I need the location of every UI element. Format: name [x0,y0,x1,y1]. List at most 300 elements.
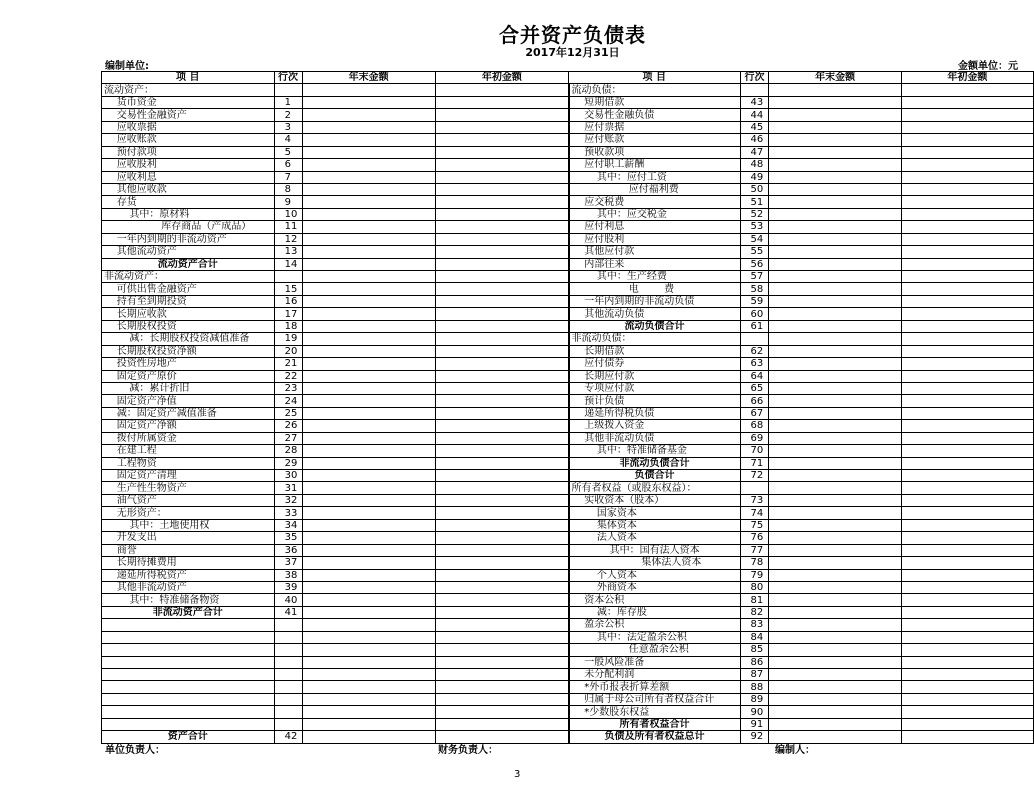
liability-item-cell: 其中：生产经费 [569,271,741,283]
liability-row-number-cell: 70 [740,445,769,457]
liability-item-cell: 其中：特准储备基金 [569,445,741,457]
asset-item-cell: 非流动资产合计 [102,606,275,618]
table-row [102,656,1034,668]
liability-year-begin-amount-cell [901,432,1033,444]
liability-year-begin-amount-cell [901,159,1033,171]
liability-row-number-cell [740,333,769,345]
asset-year-begin-amount-cell [435,171,568,183]
asset-year-end-amount-cell [302,445,435,457]
liability-year-end-amount-cell [769,693,901,705]
liability-year-end-amount-cell [769,594,901,606]
liability-year-end-amount-cell [769,706,901,718]
asset-year-end-amount-cell [302,109,435,121]
liability-row-number-cell: 80 [740,581,769,593]
liability-row-number-cell: 58 [740,283,769,295]
asset-row-number-cell: 34 [274,519,302,531]
asset-year-end-amount-cell [302,420,435,432]
liability-year-begin-amount-cell [901,370,1033,382]
liability-year-end-amount-cell [769,494,901,506]
asset-item-cell [102,669,275,681]
asset-row-number-cell: 10 [274,208,302,220]
liability-item-cell: 应付股利 [569,233,741,245]
liability-year-end-amount-cell [769,171,901,183]
liability-item-cell: 非流动负债合计 [569,457,741,469]
liability-row-number-cell: 60 [740,308,769,320]
liability-row-number-cell: 45 [740,121,769,133]
asset-item-cell: 资产合计 [102,731,275,743]
asset-item-cell: 长期股权投资净额 [102,345,275,357]
liability-item-cell: 专项应付款 [569,382,741,394]
asset-row-number-cell: 16 [274,295,302,307]
table-row [102,271,1034,283]
asset-year-begin-amount-cell [435,532,568,544]
liability-row-number-cell [740,84,769,96]
table-row [102,594,1034,606]
asset-year-begin-amount-cell [435,557,568,569]
asset-year-begin-amount-cell [435,420,568,432]
liability-year-begin-amount-cell [901,631,1033,643]
asset-year-end-amount-cell [302,333,435,345]
liability-year-end-amount-cell [769,569,901,581]
asset-row-number-cell: 38 [274,569,302,581]
table-row [102,432,1034,444]
preparing-unit-label: 编制单位: [105,61,149,72]
asset-row-number-cell [274,693,302,705]
asset-item-cell: 其中：特准储备物资 [102,594,275,606]
asset-year-begin-amount-cell [435,395,568,407]
asset-item-cell: 流动资产合计 [102,258,275,270]
table-row [102,544,1034,556]
asset-year-end-amount-cell [302,345,435,357]
asset-year-begin-amount-cell [435,631,568,643]
liability-year-end-amount-cell [769,606,901,618]
asset-year-begin-amount-cell [435,333,568,345]
table-row [102,320,1034,332]
asset-row-number-cell [274,656,302,668]
liability-year-end-amount-cell [769,271,901,283]
asset-item-cell: 无形资产： [102,507,275,519]
liability-row-number-cell: 59 [740,295,769,307]
liability-item-cell: 任意盈余公积 [569,644,741,656]
asset-year-begin-amount-cell [435,208,568,220]
asset-year-end-amount-cell [302,134,435,146]
asset-item-cell [102,718,275,730]
asset-item-cell: 交易性金融资产 [102,109,275,121]
liability-year-end-amount-cell [769,183,901,195]
liability-item-cell: 电 费 [569,283,741,295]
asset-row-number-cell: 9 [274,196,302,208]
asset-year-end-amount-cell [302,731,435,743]
liability-item-cell: 预计负债 [569,395,741,407]
asset-row-number-cell: 27 [274,432,302,444]
liability-item-cell: 应付职工薪酬 [569,159,741,171]
asset-year-begin-amount-cell [435,84,568,96]
liability-year-begin-amount-cell [901,507,1033,519]
asset-row-number-cell [274,631,302,643]
liability-item-cell: 应付福利费 [569,183,741,195]
liability-year-begin-amount-cell [901,693,1033,705]
asset-row-number-cell: 41 [274,606,302,618]
asset-year-end-amount-cell [302,208,435,220]
liability-row-number-cell: 48 [740,159,769,171]
asset-item-cell: 商誉 [102,544,275,556]
asset-item-cell: 持有至到期投资 [102,295,275,307]
liability-item-cell: 递延所得税负债 [569,407,741,419]
asset-year-begin-amount-cell [435,121,568,133]
asset-row-number-cell [274,681,302,693]
asset-year-begin-amount-cell [435,358,568,370]
table-row [102,84,1034,96]
asset-year-begin-amount-cell [435,246,568,258]
liability-year-begin-amount-cell [901,196,1033,208]
asset-year-end-amount-cell [302,644,435,656]
asset-year-begin-amount-cell [435,407,568,419]
liability-year-begin-amount-cell [901,470,1033,482]
liability-item-cell: 盈余公积 [569,619,741,631]
table-row [102,171,1034,183]
asset-year-begin-amount-cell [435,619,568,631]
liability-year-end-amount-cell [769,258,901,270]
asset-year-begin-amount-cell [435,295,568,307]
asset-row-number-cell: 32 [274,494,302,506]
asset-year-begin-amount-cell [435,233,568,245]
liability-year-begin-amount-cell [901,482,1033,494]
asset-item-cell [102,706,275,718]
liability-item-cell: 应付账款 [569,134,741,146]
asset-item-cell: 油气资产 [102,494,275,506]
table-row [102,358,1034,370]
liability-row-number-cell: 72 [740,470,769,482]
table-row [102,407,1034,419]
liability-item-cell: 流动负债合计 [569,320,741,332]
liability-year-begin-amount-cell [901,681,1033,693]
header-item-right: 项 目 [569,72,741,84]
liability-row-number-cell: 57 [740,271,769,283]
liability-year-end-amount-cell [769,208,901,220]
asset-year-end-amount-cell [302,519,435,531]
asset-item-cell: 固定资产清理 [102,470,275,482]
asset-item-cell: 货币资金 [102,96,275,108]
asset-year-begin-amount-cell [435,693,568,705]
asset-year-end-amount-cell [302,457,435,469]
asset-item-cell: 库存商品（产成品） [102,221,275,233]
liability-item-cell: 流动负债： [569,84,741,96]
asset-item-cell [102,631,275,643]
liability-year-end-amount-cell [769,557,901,569]
asset-year-end-amount-cell [302,196,435,208]
asset-row-number-cell: 26 [274,420,302,432]
asset-item-cell [102,656,275,668]
liability-item-cell: *外币报表折算差额 [569,681,741,693]
liability-year-end-amount-cell [769,246,901,258]
liability-year-begin-amount-cell [901,407,1033,419]
liability-item-cell: 其中：国有法人资本 [569,544,741,556]
asset-row-number-cell: 21 [274,358,302,370]
header-row-number: 行次 [274,72,302,84]
asset-year-begin-amount-cell [435,320,568,332]
asset-year-end-amount-cell [302,619,435,631]
liability-row-number-cell: 89 [740,693,769,705]
asset-year-end-amount-cell [302,407,435,419]
table-row [102,693,1034,705]
asset-row-number-cell: 19 [274,333,302,345]
asset-year-end-amount-cell [302,681,435,693]
asset-item-cell: 一年内到期的非流动资产 [102,233,275,245]
liability-item-cell: 一年内到期的非流动负债 [569,295,741,307]
header-row-number-right: 行次 [740,72,769,84]
table-row [102,569,1034,581]
report-date: 2017年12月31日 [525,46,620,59]
table-row [102,395,1034,407]
liability-year-begin-amount-cell [901,581,1033,593]
asset-item-cell: 其中：土地使用权 [102,519,275,531]
table-row [102,295,1034,307]
liability-row-number-cell: 54 [740,233,769,245]
asset-row-number-cell: 6 [274,159,302,171]
liability-item-cell: 长期借款 [569,345,741,357]
asset-row-number-cell: 29 [274,457,302,469]
asset-item-cell [102,644,275,656]
liability-row-number-cell: 91 [740,718,769,730]
asset-row-number-cell: 2 [274,109,302,121]
asset-year-end-amount-cell [302,631,435,643]
asset-item-cell: 减：累计折旧 [102,382,275,394]
liability-row-number-cell: 77 [740,544,769,556]
asset-year-end-amount-cell [302,96,435,108]
asset-item-cell: 其他非流动资产 [102,581,275,593]
liability-year-begin-amount-cell [901,544,1033,556]
liability-year-end-amount-cell [769,669,901,681]
asset-year-begin-amount-cell [435,221,568,233]
asset-year-begin-amount-cell [435,706,568,718]
liability-row-number-cell: 81 [740,594,769,606]
table-row [102,246,1034,258]
asset-year-end-amount-cell [302,183,435,195]
asset-year-begin-amount-cell [435,308,568,320]
asset-year-begin-amount-cell [435,183,568,195]
liability-row-number-cell: 86 [740,656,769,668]
liability-item-cell: 法人资本 [569,532,741,544]
asset-year-end-amount-cell [302,706,435,718]
asset-row-number-cell: 42 [274,731,302,743]
liability-row-number-cell: 67 [740,407,769,419]
liability-year-end-amount-cell [769,656,901,668]
liability-item-cell: 其中：应交税金 [569,208,741,220]
liability-row-number-cell: 92 [740,731,769,743]
asset-item-cell: 长期待摊费用 [102,557,275,569]
liability-year-begin-amount-cell [901,283,1033,295]
liability-year-end-amount-cell [769,233,901,245]
liability-year-begin-amount-cell [901,258,1033,270]
liability-year-begin-amount-cell [901,308,1033,320]
asset-item-cell: 开发支出 [102,532,275,544]
asset-year-begin-amount-cell [435,731,568,743]
liability-year-end-amount-cell [769,532,901,544]
liability-row-number-cell: 52 [740,208,769,220]
preparer-signature-label: 编制人： [775,745,815,756]
table-row [102,706,1034,718]
asset-row-number-cell: 20 [274,345,302,357]
liability-item-cell: 未分配利润 [569,669,741,681]
liability-row-number-cell: 44 [740,109,769,121]
liability-item-cell: 归属于母公司所有者权益合计 [569,693,741,705]
liability-item-cell: 集体资本 [569,519,741,531]
liability-year-begin-amount-cell [901,731,1033,743]
asset-year-end-amount-cell [302,432,435,444]
asset-row-number-cell: 31 [274,482,302,494]
liability-item-cell: 非流动负债： [569,333,741,345]
asset-year-end-amount-cell [302,718,435,730]
asset-row-number-cell: 35 [274,532,302,544]
liability-year-end-amount-cell [769,420,901,432]
table-row [102,532,1034,544]
liability-item-cell: 其他非流动负债 [569,432,741,444]
liability-item-cell: 交易性金融负债 [569,109,741,121]
liability-row-number-cell: 55 [740,246,769,258]
liability-item-cell: 资本公积 [569,594,741,606]
table-row [102,669,1034,681]
asset-year-end-amount-cell [302,233,435,245]
table-row [102,134,1034,146]
liability-year-end-amount-cell [769,370,901,382]
asset-year-end-amount-cell [302,581,435,593]
table-row [102,258,1034,270]
liability-year-begin-amount-cell [901,295,1033,307]
liability-year-end-amount-cell [769,581,901,593]
liability-row-number-cell: 73 [740,494,769,506]
liability-year-end-amount-cell [769,134,901,146]
asset-year-begin-amount-cell [435,432,568,444]
asset-item-cell: 应收利息 [102,171,275,183]
asset-row-number-cell: 36 [274,544,302,556]
liability-row-number-cell: 75 [740,519,769,531]
page-title: 合并资产负债表 [499,23,646,47]
liability-year-begin-amount-cell [901,457,1033,469]
liability-item-cell: 所有者权益（或股东权益）： [569,482,741,494]
liability-year-end-amount-cell [769,146,901,158]
asset-row-number-cell: 33 [274,507,302,519]
amount-unit-label: 金额单位：元 [958,61,1018,72]
asset-year-begin-amount-cell [435,519,568,531]
table-row [102,606,1034,618]
liability-year-end-amount-cell [769,407,901,419]
liability-row-number-cell: 63 [740,358,769,370]
liability-year-end-amount-cell [769,358,901,370]
liability-row-number-cell: 90 [740,706,769,718]
liability-item-cell: 应交税费 [569,196,741,208]
liability-year-end-amount-cell [769,196,901,208]
liability-row-number-cell: 85 [740,644,769,656]
liability-item-cell: 其中：法定盈余公积 [569,631,741,643]
liability-row-number-cell: 83 [740,619,769,631]
asset-item-cell [102,681,275,693]
liability-year-end-amount-cell [769,519,901,531]
asset-row-number-cell: 25 [274,407,302,419]
liability-row-number-cell: 87 [740,669,769,681]
liability-year-begin-amount-cell [901,619,1033,631]
table-row [102,482,1034,494]
table-row [102,221,1034,233]
liability-year-begin-amount-cell [901,718,1033,730]
header-year-end-amount-right: 年末金额 [769,72,901,84]
asset-year-end-amount-cell [302,470,435,482]
liability-item-cell: 其他应付款 [569,246,741,258]
header-year-end-amount: 年末金额 [302,72,435,84]
asset-row-number-cell [274,706,302,718]
asset-item-cell: 固定资产净值 [102,395,275,407]
liability-year-begin-amount-cell [901,208,1033,220]
asset-row-number-cell: 1 [274,96,302,108]
asset-year-begin-amount-cell [435,271,568,283]
asset-row-number-cell: 8 [274,183,302,195]
asset-year-end-amount-cell [302,159,435,171]
liability-year-end-amount-cell [769,457,901,469]
liability-item-cell: 应付票据 [569,121,741,133]
table-row [102,619,1034,631]
asset-year-begin-amount-cell [435,109,568,121]
asset-row-number-cell: 7 [274,171,302,183]
asset-item-cell: 固定资产净额 [102,420,275,432]
liability-year-end-amount-cell [769,121,901,133]
liability-row-number-cell: 84 [740,631,769,643]
asset-year-end-amount-cell [302,544,435,556]
asset-year-end-amount-cell [302,693,435,705]
asset-year-end-amount-cell [302,146,435,158]
table-row [102,370,1034,382]
table-row [102,196,1034,208]
asset-year-end-amount-cell [302,320,435,332]
asset-row-number-cell: 12 [274,233,302,245]
liability-year-end-amount-cell [769,482,901,494]
asset-item-cell: 存货 [102,196,275,208]
asset-item-cell: 流动资产： [102,84,275,96]
table-header-row [102,72,1034,84]
asset-year-end-amount-cell [302,482,435,494]
asset-item-cell: 拨付所属资金 [102,432,275,444]
asset-row-number-cell [274,271,302,283]
asset-year-begin-amount-cell [435,370,568,382]
table-row [102,581,1034,593]
header-year-begin-amount-right: 年初金额 [901,72,1033,84]
asset-year-end-amount-cell [302,656,435,668]
liability-item-cell: 负债合计 [569,470,741,482]
asset-row-number-cell: 5 [274,146,302,158]
table-row [102,445,1034,457]
liability-row-number-cell [740,482,769,494]
liability-year-end-amount-cell [769,382,901,394]
liability-year-begin-amount-cell [901,183,1033,195]
asset-year-begin-amount-cell [435,470,568,482]
liability-item-cell: 短期借款 [569,96,741,108]
asset-year-end-amount-cell [302,358,435,370]
asset-item-cell: 可供出售金融资产 [102,283,275,295]
liability-row-number-cell: 50 [740,183,769,195]
liability-year-end-amount-cell [769,631,901,643]
liability-row-number-cell: 61 [740,320,769,332]
liability-year-begin-amount-cell [901,656,1033,668]
table-row [102,109,1034,121]
asset-year-end-amount-cell [302,532,435,544]
table-row [102,519,1034,531]
asset-row-number-cell: 11 [274,221,302,233]
table-row [102,457,1034,469]
liability-row-number-cell: 66 [740,395,769,407]
liability-year-begin-amount-cell [901,644,1033,656]
liability-year-end-amount-cell [769,159,901,171]
table-row [102,681,1034,693]
asset-year-begin-amount-cell [435,134,568,146]
asset-year-end-amount-cell [302,171,435,183]
